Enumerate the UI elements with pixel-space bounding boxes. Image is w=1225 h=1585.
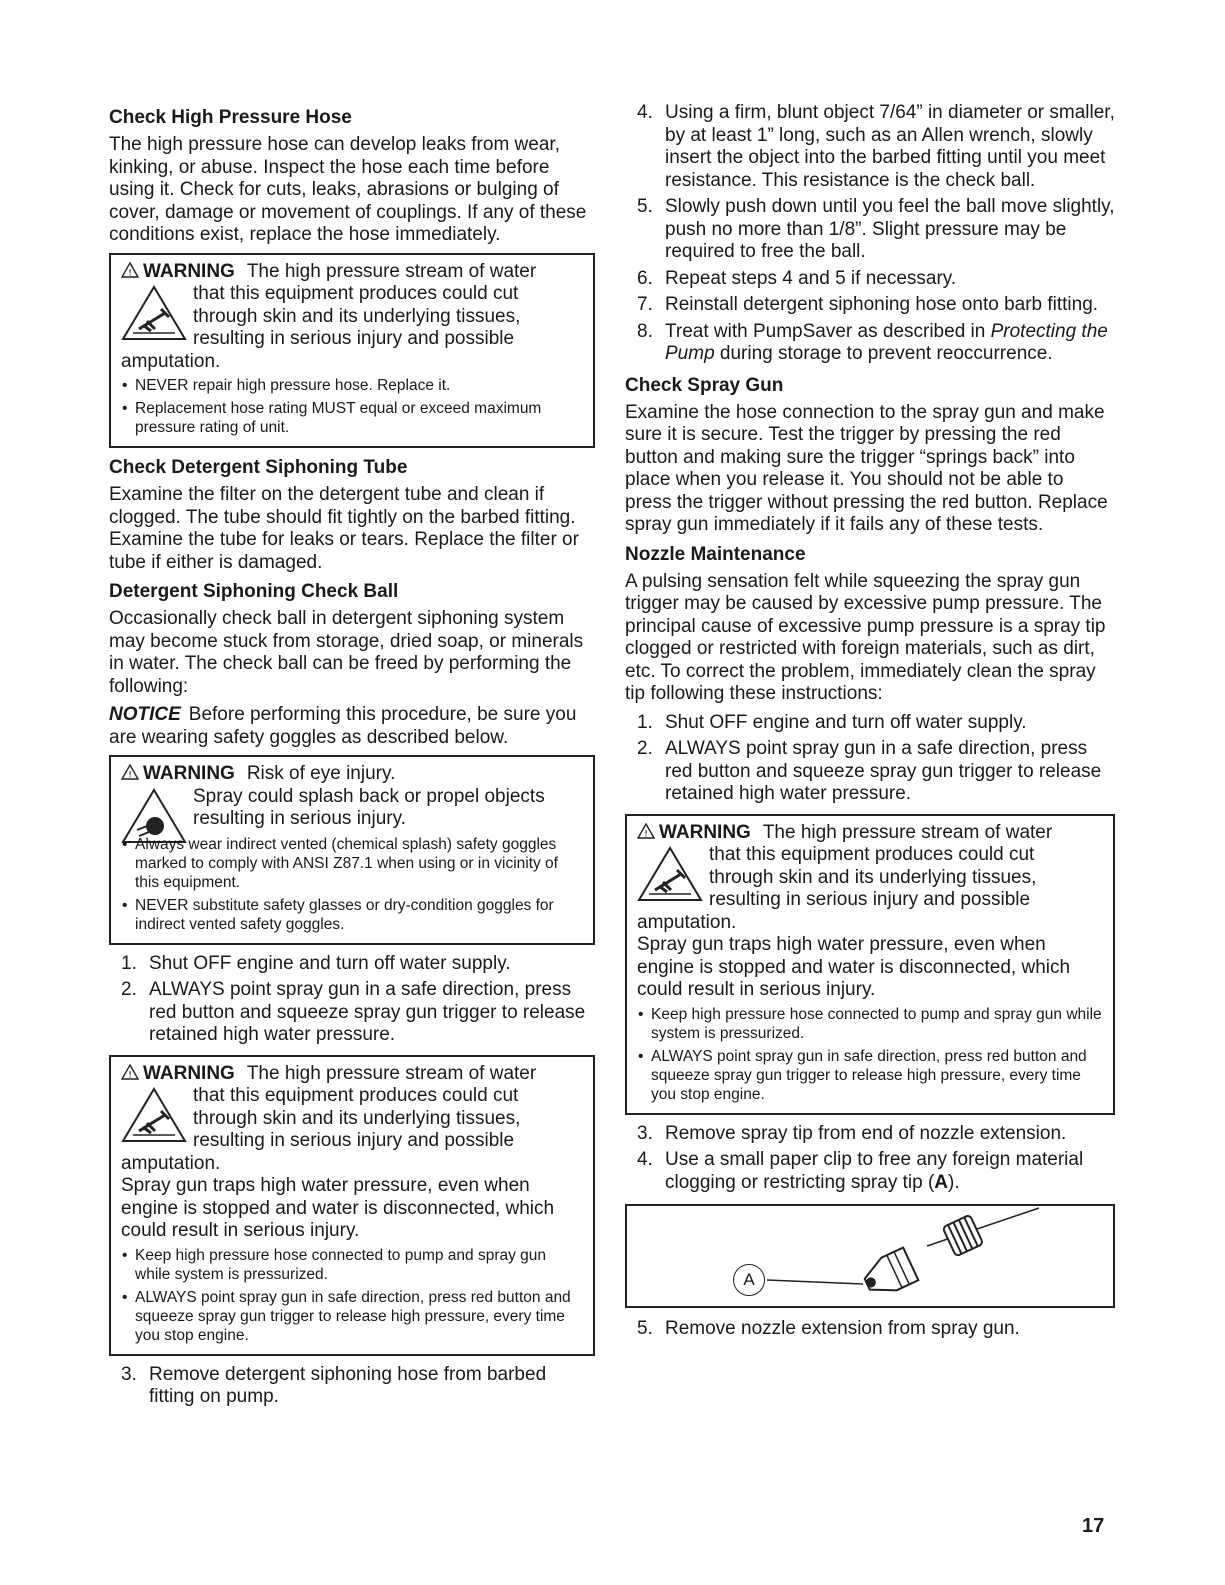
warning-icon-text: that this equipment produces could cut through skin and its underlying tissues, resulting in serious injury and possible [193, 1085, 521, 1151]
svg-text:!: ! [128, 268, 132, 278]
warning-icon-text: Spray could splash back or propel objects resulting in serious injury. [193, 785, 545, 829]
heading-nozzle-maintenance: Nozzle Maintenance [625, 543, 806, 565]
warning-extra: Spray gun traps high water pressure, even when engine is stopped and water is disconnected, which could result in serious injury. [637, 934, 1071, 1000]
warning-label: WARNING [143, 763, 235, 784]
injection-hazard-icon [637, 846, 703, 902]
list-item: 4. Use a small paper clip to free any foreign material clogging or restricting spray tip (A). [637, 1149, 1084, 1193]
page-number: 17 [1082, 1515, 1105, 1537]
warning-tail: amputation. [121, 350, 221, 372]
warning-bullets [121, 835, 583, 934]
heading-check-spray-gun: Check Spray Gun [625, 374, 784, 396]
alert-triangle-icon [121, 1064, 139, 1080]
warning-bullets [121, 1246, 583, 1345]
list-item: 7. Reinstall detergent siphoning hose onto barb fitting. [637, 294, 1099, 315]
list-item: • NEVER repair high pressure hose. Replace it. [121, 376, 583, 395]
ball-paragraph: Occasionally check ball in detergent siphoning system may become stuck from storage, dried soap, or minerals in water. The check ball can be freed by performing the following: [109, 608, 584, 697]
warning-tail: amputation. [121, 1152, 221, 1174]
warning-label: WARNING [143, 1062, 235, 1084]
alert-triangle-icon [637, 823, 655, 839]
right-column [625, 100, 1115, 1349]
list-item: 2. ALWAYS point spray gun in a safe direction, press red button and squeeze spray gun trigger to release retained high water pressure. [121, 979, 586, 1045]
list-item: 3. Remove detergent siphoning hose from barbed fitting on pump. [121, 1363, 547, 1407]
warning-box-nozzle [625, 814, 1115, 1115]
steps-list [109, 1364, 595, 1409]
svg-text:!: ! [644, 829, 648, 839]
steps-list [625, 712, 1115, 806]
list-item: 4. Using a firm, blunt object 7/64” in diameter or smaller, by at least 1” long, such as an Allen wrench, slowly insert the object into the barbed fitting until you meet resistance. This resistance is the check ball. [637, 102, 1115, 191]
notice-label: NOTICE [109, 704, 181, 725]
list-item: • Replacement hose rating MUST equal or exceed maximum pressure rating of unit. [121, 399, 583, 437]
tube-paragraph: Examine the filter on the detergent tube and clean if clogged. The tube should fit tightly on the barbed fitting. Examine the tube for leaks or tears. Replace the filter or tube if either is damaged. [109, 484, 579, 573]
warning-extra: Spray gun traps high water pressure, even when engine is stopped and water is disconnected, which could result in serious injury. [121, 1175, 555, 1241]
warning-icon-text: that this equipment produces could cut through skin and its underlying tissues, resulting in serious injury and possible [193, 283, 521, 349]
warning-bullets [637, 1005, 1103, 1104]
heading-check-hose: Check High Pressure Hose [109, 107, 352, 128]
heading-check-tube: Check Detergent Siphoning Tube [109, 457, 408, 478]
heading-check-ball: Detergent Siphoning Check Ball [109, 581, 399, 602]
list-item: • Always wear indirect vented (chemical splash) safety goggles marked to comply with ANSI Z87.1 when using or in vicinity of this equipment. [121, 835, 583, 892]
injection-hazard-icon [121, 285, 187, 341]
nozzle-paragraph: A pulsing sensation felt while squeezing the spray gun trigger may be caused by excessive pump pressure. The principal cause of excessive pump pressure is a spray tip clogged or restricted with foreign materials, such as dirt, etc. To correct the problem, immediately clean the spray tip following these instructions: [625, 570, 1106, 704]
spray-tip-figure [625, 1204, 1115, 1308]
steps-list [625, 1318, 1115, 1341]
list-item: 3. Remove spray tip from end of nozzle extension. [637, 1122, 1067, 1144]
warning-lead: The high pressure stream of water [246, 260, 537, 282]
steps-list [625, 102, 1115, 366]
injection-hazard-icon [121, 1087, 187, 1143]
list-item: • ALWAYS point spray gun in safe direction, press red button and squeeze spray gun trigger to release high pressure, every time you stop engine. [637, 1047, 1103, 1104]
notice-paragraph [109, 704, 595, 749]
warning-box-eye [109, 755, 595, 945]
notice-text: Before performing this procedure, be sure you are wearing safety goggles as described below. [109, 704, 577, 748]
warning-label: WARNING [143, 260, 235, 282]
spray-gun-paragraph: Examine the hose connection to the spray gun and make sure it is secure. Test the trigger by pressing the red button and making sure the trigger “springs back” into place when you release it. You should not be able to press the trigger without pressing the red button. Replace spray gun immediately if it fails any of these tests. [625, 401, 1108, 535]
svg-text:!: ! [128, 770, 132, 780]
list-item: 1. Shut OFF engine and turn off water supply. [121, 952, 511, 974]
list-item: • Keep high pressure hose connected to pump and spray gun while system is pressurized. [121, 1246, 583, 1284]
cross-reference: Protecting the Pump [665, 320, 1108, 364]
callout-label: A [743, 1270, 755, 1289]
warning-bullets [121, 376, 583, 437]
spray-tip-illustration [627, 1206, 1113, 1302]
warning-box-spray-gun [109, 1055, 595, 1356]
alert-triangle-icon [121, 764, 139, 780]
list-item: 2. ALWAYS point spray gun in a safe direction, press red button and squeeze spray gun trigger to release retained high water pressure. [637, 738, 1102, 804]
alert-triangle-icon [121, 262, 139, 278]
warning-icon-text: that this equipment produces could cut through skin and its underlying tissues, resulting in serious injury and possible [709, 844, 1037, 910]
list-item: • ALWAYS point spray gun in safe direction, press red button and squeeze spray gun trigger to release high pressure, every time you stop engine. [121, 1288, 583, 1345]
steps-list [109, 953, 595, 1047]
list-item: 1. Shut OFF engine and turn off water supply. [637, 711, 1027, 733]
list-item: 8. Treat with PumpSaver as described in Protecting the Pump during storage to prevent reoccurrence. [637, 320, 1108, 364]
list-item: • NEVER substitute safety glasses or dry-condition goggles for indirect vented safety goggles. [121, 896, 583, 934]
warning-label: WARNING [659, 821, 751, 843]
warning-lead: The high pressure stream of water [762, 821, 1053, 843]
steps-list [625, 1123, 1115, 1195]
list-item: • Keep high pressure hose connected to pump and spray gun while system is pressurized. [637, 1005, 1103, 1043]
list-item: 5. Slowly push down until you feel the ball move slightly, push no more than 1/8”. Slight pressure may be required to free the ball. [637, 196, 1115, 262]
list-item: 5. Remove nozzle extension from spray gun. [637, 1318, 1020, 1339]
warning-tail: amputation. [637, 911, 737, 933]
warning-lead: Risk of eye injury. [246, 763, 396, 784]
warning-box-hose [109, 253, 595, 449]
left-column [109, 100, 595, 1417]
hose-paragraph: The high pressure hose can develop leaks from wear, kinking, or abuse. Inspect the hose each time before using it. Check for cuts, leaks, abrasions or bulging of cover, damage or movement of couplings. If any of these conditions exist, replace the hose immediately. [109, 134, 587, 245]
warning-lead: The high pressure stream of water [246, 1062, 537, 1084]
list-item: 6. Repeat steps 4 and 5 if necessary. [637, 267, 957, 289]
callout-circle [733, 1264, 765, 1296]
svg-text:!: ! [128, 1070, 132, 1080]
